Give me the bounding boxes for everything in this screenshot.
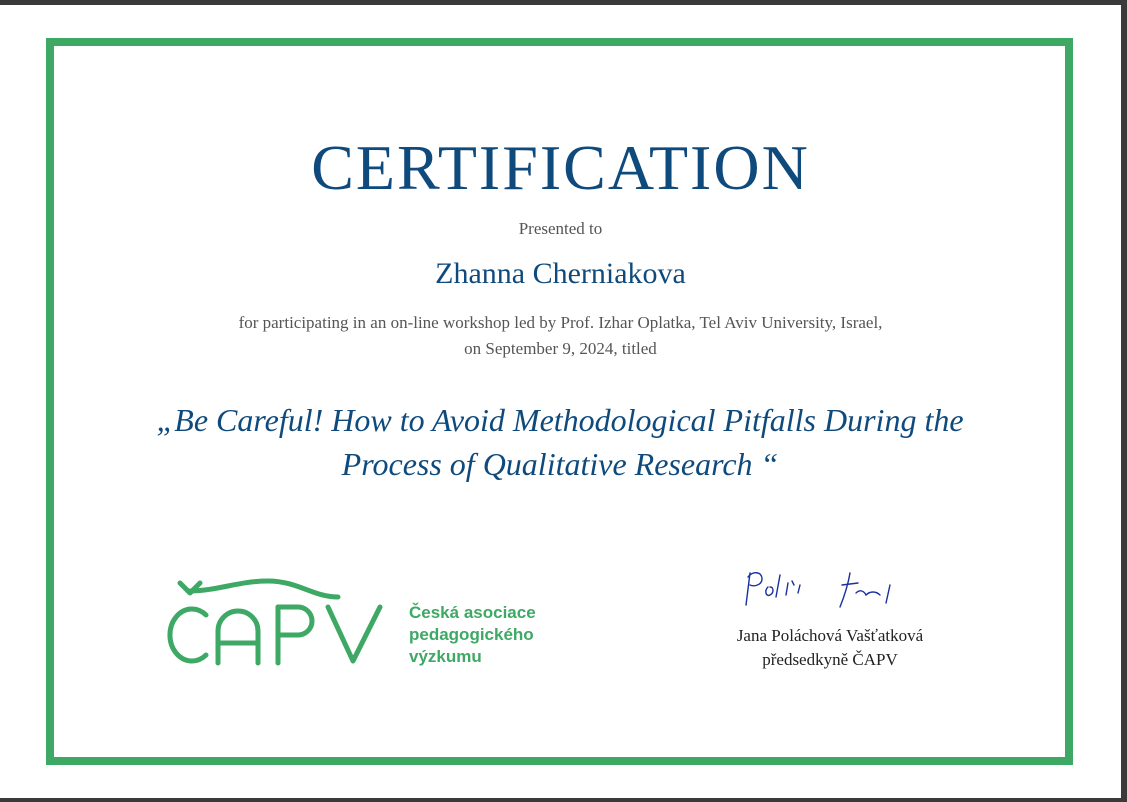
organization-name-line-2: pedagogického xyxy=(409,625,534,644)
viewer-frame-bottom xyxy=(0,798,1127,802)
recipient-name: Zhanna Cherniakova xyxy=(435,257,686,290)
organization-name-line-3: výzkumu xyxy=(409,647,482,666)
workshop-title xyxy=(60,398,1060,486)
certificate-page xyxy=(0,5,1121,798)
organization-name xyxy=(409,602,536,668)
presented-to-label: Presented to xyxy=(518,219,603,238)
description-line-2: on September 9, 2024, titled xyxy=(464,339,657,358)
certificate-title: CERTIFICATION xyxy=(311,132,810,203)
workshop-title-line-2: Process of Qualitative Research “ xyxy=(341,446,779,482)
handwritten-signature xyxy=(740,565,920,615)
signatory-role: předsedkyně ČAPV xyxy=(762,650,898,669)
organization-name-line-1: Česká asociace xyxy=(409,603,536,622)
capv-logo xyxy=(158,573,388,669)
viewer-frame-right xyxy=(1121,0,1127,802)
description-line-1: for participating in an on-line workshop led by Prof. Izhar Oplatka, Tel Aviv University, Israel, xyxy=(238,313,883,332)
signatory-block xyxy=(680,624,980,672)
participation-description xyxy=(0,310,1121,362)
signatory-name: Jana Poláchová Vašťatková xyxy=(736,626,924,645)
workshop-title-line-1: „Be Careful! How to Avoid Methodological Pitfalls During the xyxy=(156,402,964,438)
